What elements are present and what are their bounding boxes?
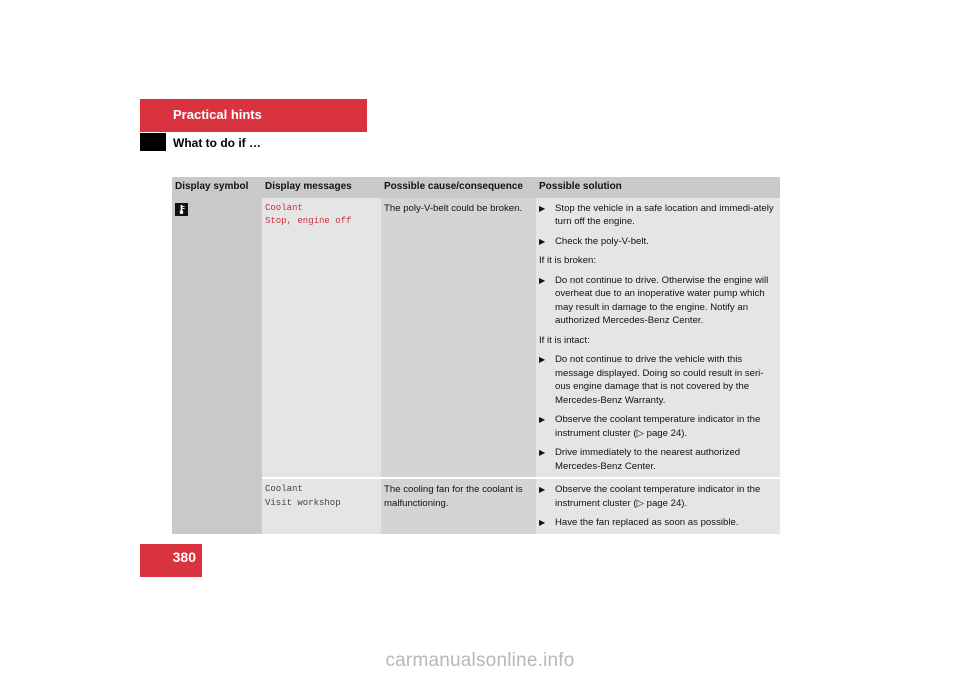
cause-cell: The cooling fan for the coolant is malfunctioning. [381, 478, 536, 534]
symbol-cell [172, 198, 262, 534]
bullet-arrow-icon: ▶ [539, 518, 546, 527]
cause-cell: The poly-V-belt could be broken. [381, 198, 536, 479]
coolant-temperature-icon [175, 203, 188, 216]
bullet-arrow-icon: ▶ [539, 448, 546, 457]
solution-step: ▶ Drive immediately to the nearest authorized Mercedes-Benz Center. [539, 447, 741, 472]
section-title: Practical hints [173, 107, 262, 122]
solution-step: ▶ Observe the coolant temperature indicator in the instrument cluster (▷ page 24). [539, 484, 761, 509]
bullet-arrow-icon: ▶ [539, 203, 546, 213]
column-header-solution: Possible solution [536, 177, 780, 198]
display-message: Coolant Stop, engine off [265, 202, 352, 226]
page-subtitle: What to do if … [173, 136, 261, 150]
header-marker [140, 133, 166, 151]
display-messages-table [172, 177, 780, 534]
solution-step: ▶ Do not continue to drive. Otherwise the engine will overheat due to an inoperative water pump which may result in damage to the engine. Notify an authorized Mercedes-Benz Center. [539, 274, 769, 326]
solution-condition: If it is broken: [539, 255, 597, 266]
table-row [172, 478, 780, 534]
solution-step: ▶ Have the fan replaced as soon as possible. [539, 517, 739, 528]
column-header-messages: Display messages [262, 177, 381, 198]
display-message: Coolant Visit workshop [265, 484, 341, 508]
bullet-arrow-icon: ▶ [539, 275, 546, 285]
bullet-arrow-icon: ▶ [539, 485, 546, 494]
solution-cell [536, 478, 780, 534]
table-header-row [172, 177, 780, 198]
watermark[interactable]: carmanualsonline.info [385, 650, 575, 671]
solution-condition: If it is intact: [539, 334, 590, 346]
bullet-arrow-icon: ▶ [539, 236, 546, 246]
solution-step: ▶ Observe the coolant temperature indicator in the instrument cluster (▷ page 24). [539, 414, 761, 439]
table-row [172, 198, 780, 479]
message-cell [262, 478, 381, 534]
bullet-arrow-icon: ▶ [539, 355, 546, 364]
bullet-arrow-icon: ▶ [539, 415, 546, 424]
column-header-cause: Possible cause/consequence [381, 177, 536, 198]
column-header-symbol: Display symbol [172, 177, 262, 198]
message-cell [262, 198, 381, 479]
solution-cell [536, 198, 780, 479]
page-number: 380 [140, 544, 202, 577]
solution-step: ▶ Do not continue to drive the vehicle with this message displayed. Doing so could result in seri-ous engine damage that is not covered by the Mercedes-Benz Warranty. [539, 354, 764, 406]
solution-step: ▶ Stop the vehicle in a safe location and immedi-ately turn off the engine. [539, 202, 774, 227]
section-header [140, 99, 367, 132]
solution-step: ▶ Check the poly-V-belt. [539, 235, 649, 247]
